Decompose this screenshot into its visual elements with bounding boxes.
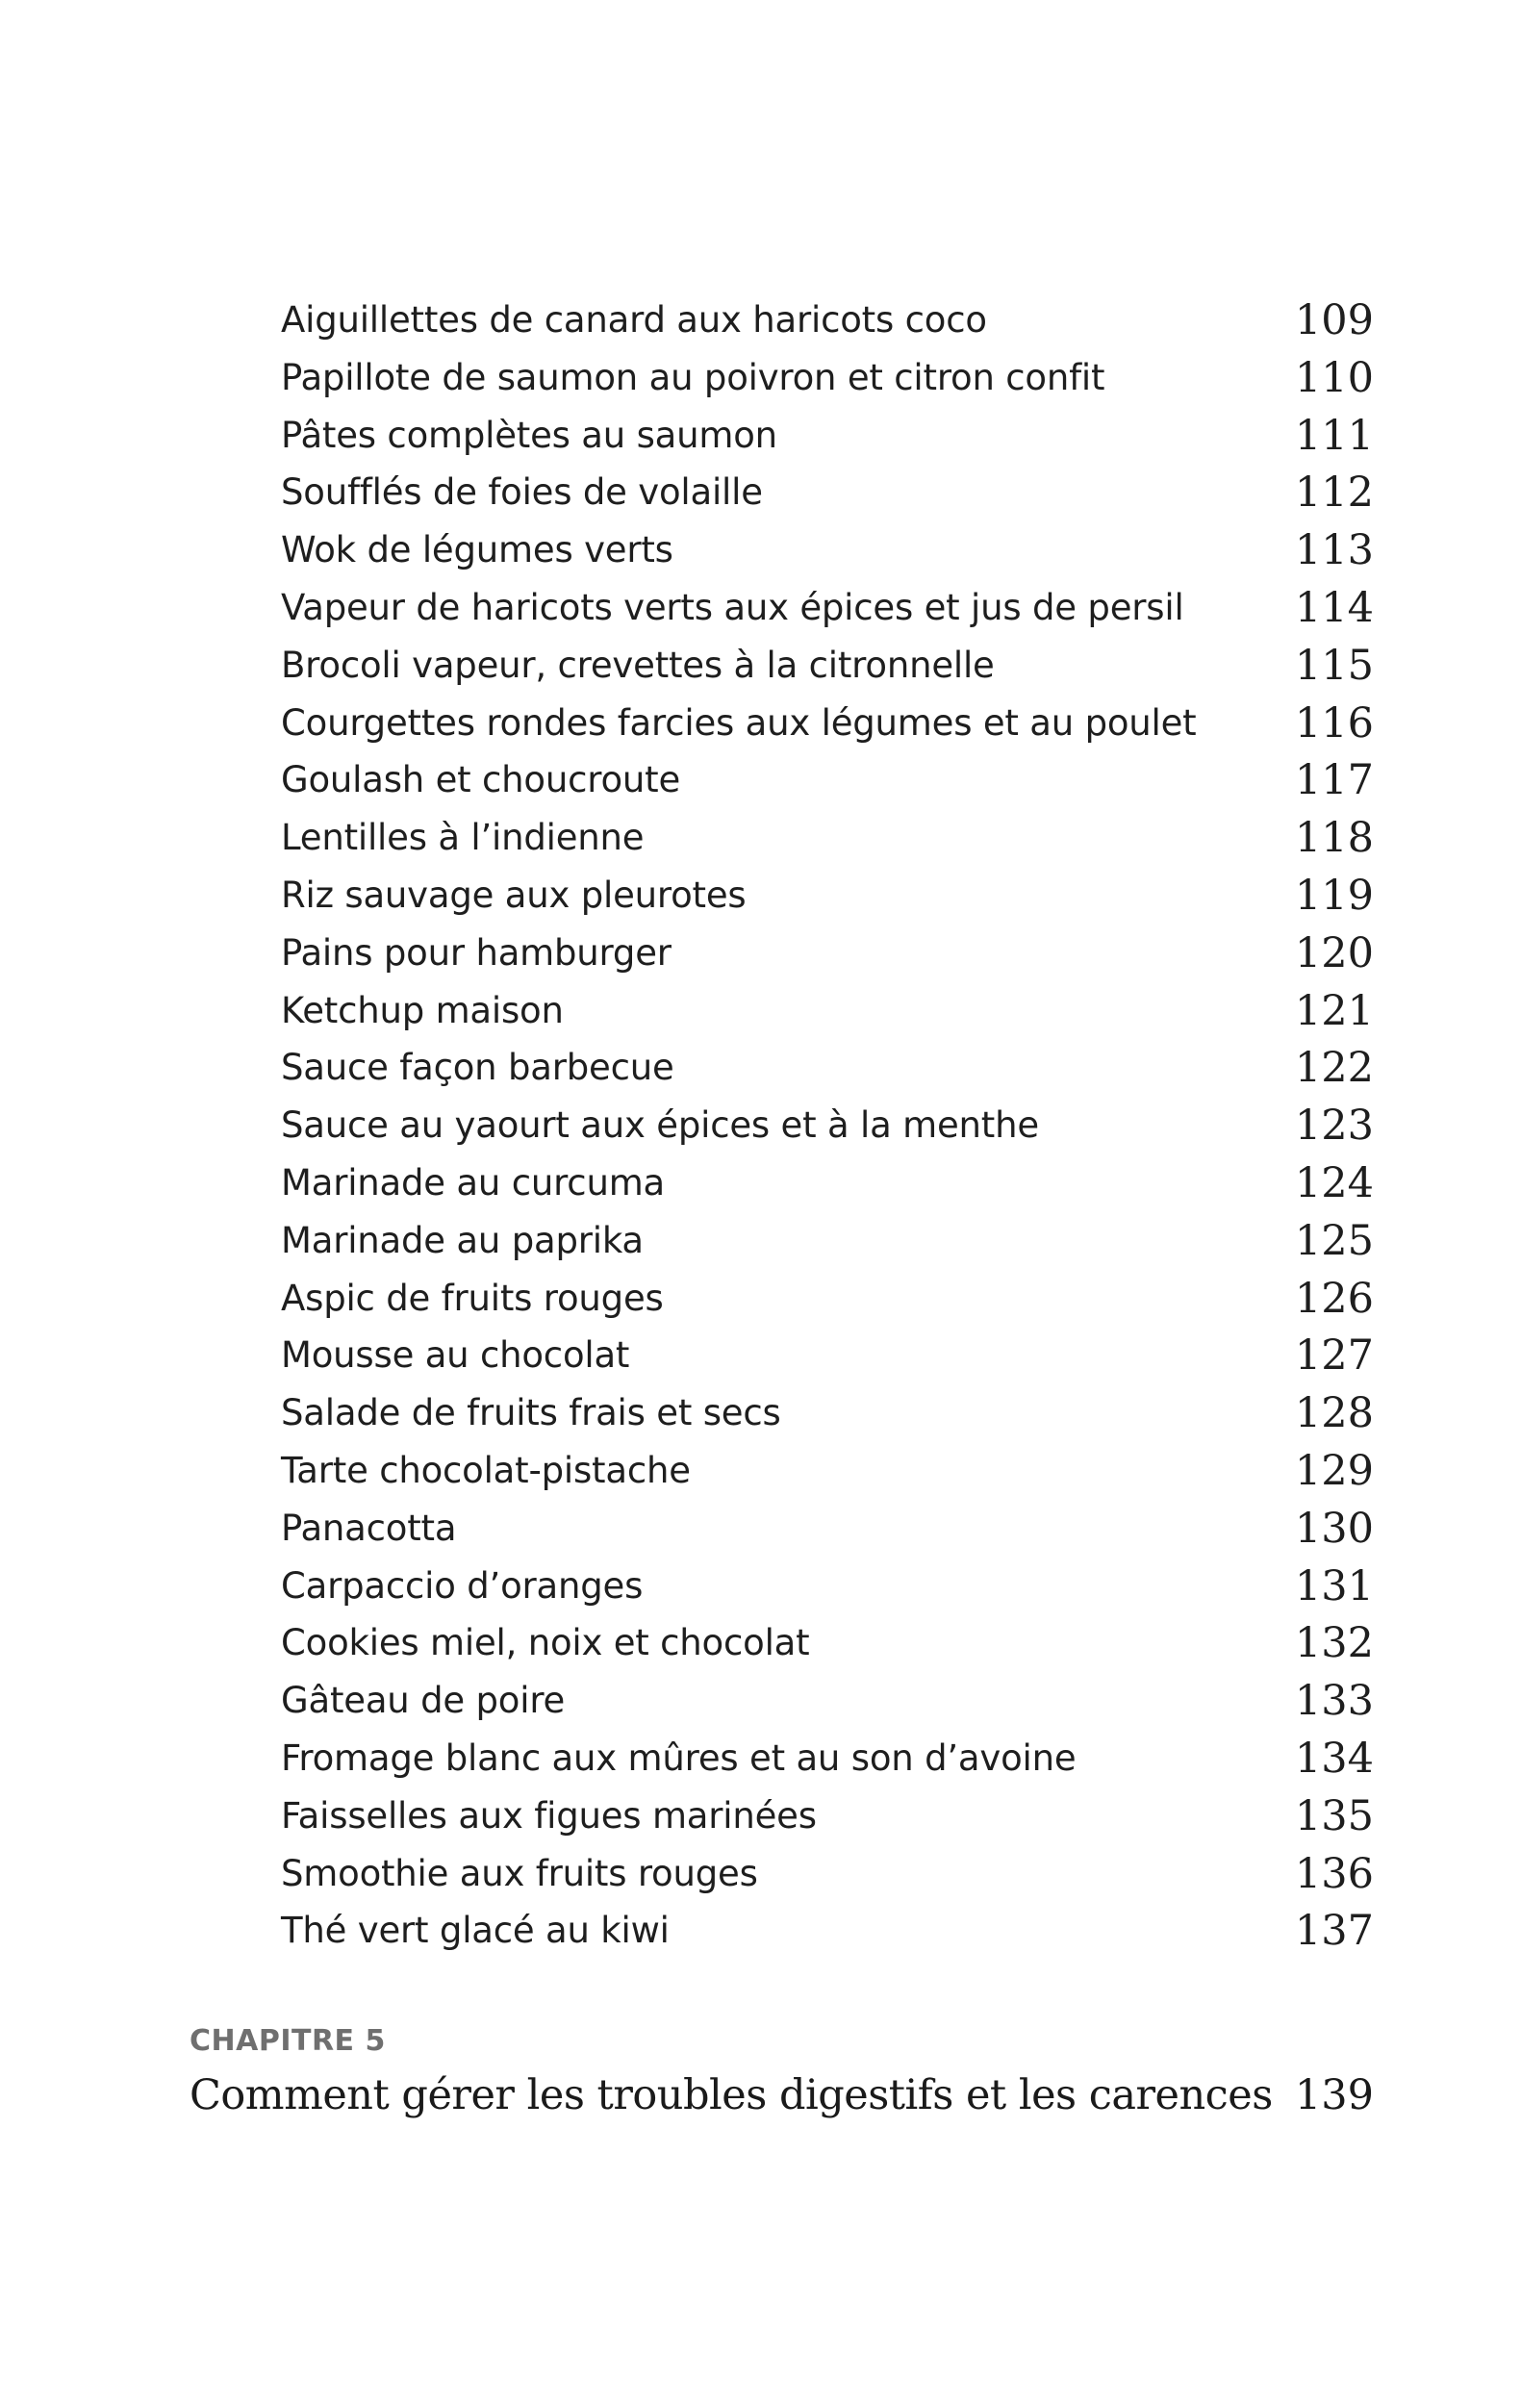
toc-entry (281, 929, 1374, 987)
toc-entry-page: 128 (1294, 1389, 1374, 1438)
toc-entry-page: 137 (1294, 1907, 1374, 1956)
toc-entry-page: 114 (1294, 583, 1374, 632)
toc-entry-page: 110 (1294, 353, 1374, 402)
toc-entry-title: Cookies miel, noix et chocolat (281, 1622, 810, 1664)
toc-entry (281, 1792, 1374, 1850)
toc-entry-title: Mousse au chocolat (281, 1334, 630, 1377)
toc-entry-title: Brocoli vapeur, crevettes à la citronnelle (281, 644, 995, 686)
toc-entry-title: Goulash et choucroute (281, 759, 681, 801)
toc-entry-title: Sauce façon barbecue (281, 1047, 674, 1089)
toc-entry-page: 109 (1294, 296, 1374, 344)
toc-entry-title: Aiguillettes de canard aux haricots coco (281, 299, 987, 341)
chapter-page: 139 (1294, 2071, 1374, 2119)
toc-entry-page: 133 (1294, 1677, 1374, 1726)
toc-entry-page: 111 (1294, 411, 1374, 460)
toc-entry-title: Soufflés de foies de volaille (281, 471, 763, 514)
toc-entry-title: Marinade au paprika (281, 1219, 644, 1261)
toc-entry-title: Riz sauvage aux pleurotes (281, 874, 747, 916)
toc-entry (281, 469, 1374, 526)
toc-entry-title: Panacotta (281, 1507, 457, 1549)
toc-entry (281, 814, 1374, 872)
toc-entry (281, 1850, 1374, 1908)
toc-entry-page: 132 (1294, 1619, 1374, 1668)
chapter-heading (190, 2022, 1374, 2130)
toc-entry-title: Marinade au curcuma (281, 1161, 666, 1204)
toc-entry-title: Pâtes complètes au saumon (281, 414, 777, 456)
toc-entry-page: 120 (1294, 928, 1374, 977)
toc-entry-title: Carpaccio d’oranges (281, 1564, 644, 1607)
toc-entry (281, 526, 1374, 584)
toc-entry-page: 118 (1294, 814, 1374, 863)
toc-entry-title: Vapeur de haricots verts aux épices et jus de persil (281, 586, 1184, 628)
toc-entry-title: Gâteau de poire (281, 1680, 566, 1722)
chapter-entry (190, 2068, 1374, 2130)
toc-entry (281, 1217, 1374, 1275)
toc-entry-page: 122 (1294, 1044, 1374, 1093)
toc-entry (281, 1619, 1374, 1677)
toc-entry (281, 1331, 1374, 1389)
toc-entry (281, 1447, 1374, 1505)
toc-entry-title: Papillote de saumon au poivron et citron confit (281, 356, 1105, 398)
toc-entry (281, 1389, 1374, 1447)
toc-entry-page: 119 (1294, 871, 1374, 920)
toc-entry-page: 126 (1294, 1274, 1374, 1323)
toc-entry (281, 412, 1374, 469)
toc-entry (281, 1159, 1374, 1217)
chapter-label: CHAPITRE 5 (190, 2024, 386, 2058)
toc-entry (281, 642, 1374, 699)
toc-entry (281, 872, 1374, 929)
toc-entry (281, 1562, 1374, 1620)
toc-entry-title: Smoothie aux fruits rouges (281, 1852, 758, 1894)
toc-entry-title: Sauce au yaourt aux épices et à la menthe (281, 1104, 1039, 1147)
toc-entry-page: 112 (1294, 469, 1374, 518)
toc-entry (281, 699, 1374, 757)
table-of-contents (281, 296, 1374, 1964)
toc-entry (281, 1677, 1374, 1735)
toc-entry (281, 1505, 1374, 1562)
toc-entry (281, 1275, 1374, 1332)
toc-entry-page: 127 (1294, 1331, 1374, 1381)
toc-entry (281, 987, 1374, 1045)
toc-entry-page: 134 (1294, 1734, 1374, 1783)
toc-entry-title: Aspic de fruits rouges (281, 1277, 664, 1319)
toc-entry-page: 135 (1294, 1791, 1374, 1840)
toc-entry (281, 1044, 1374, 1102)
toc-entry-page: 124 (1294, 1158, 1374, 1207)
toc-entry (281, 756, 1374, 814)
toc-entry-page: 129 (1294, 1446, 1374, 1495)
chapter-title: Comment gérer les troubles digestifs et les carences (190, 2071, 1273, 2119)
toc-entry-title: Lentilles à l’indienne (281, 817, 645, 859)
toc-entry (281, 584, 1374, 642)
toc-entry-page: 131 (1294, 1561, 1374, 1610)
toc-entry-page: 136 (1294, 1849, 1374, 1898)
toc-entry (281, 354, 1374, 412)
toc-entry-title: Pains pour hamburger (281, 931, 672, 974)
toc-entry (281, 1735, 1374, 1792)
toc-entry-page: 116 (1294, 698, 1374, 748)
toc-entry-page: 117 (1294, 756, 1374, 805)
toc-entry (281, 1907, 1374, 1964)
toc-entry-page: 121 (1294, 986, 1374, 1035)
toc-entry-title: Wok de légumes verts (281, 529, 673, 571)
toc-entry-title: Courgettes rondes farcies aux légumes et au poulet (281, 701, 1197, 744)
toc-entry-title: Faisselles aux figues marinées (281, 1794, 817, 1837)
toc-entry-page: 123 (1294, 1102, 1374, 1151)
toc-entry-title: Ketchup maison (281, 989, 564, 1031)
toc-entry-title: Salade de fruits frais et secs (281, 1392, 781, 1434)
toc-entry-title: Tarte chocolat-pistache (281, 1449, 691, 1491)
toc-entry (281, 1102, 1374, 1159)
toc-entry-page: 130 (1294, 1504, 1374, 1553)
toc-entry-title: Fromage blanc aux mûres et au son d’avoine (281, 1736, 1077, 1779)
toc-entry-page: 113 (1294, 526, 1374, 575)
toc-entry-page: 115 (1294, 641, 1374, 690)
toc-entry-title: Thé vert glacé au kiwi (281, 1910, 670, 1952)
toc-entry (281, 296, 1374, 354)
toc-entry-page: 125 (1294, 1216, 1374, 1265)
